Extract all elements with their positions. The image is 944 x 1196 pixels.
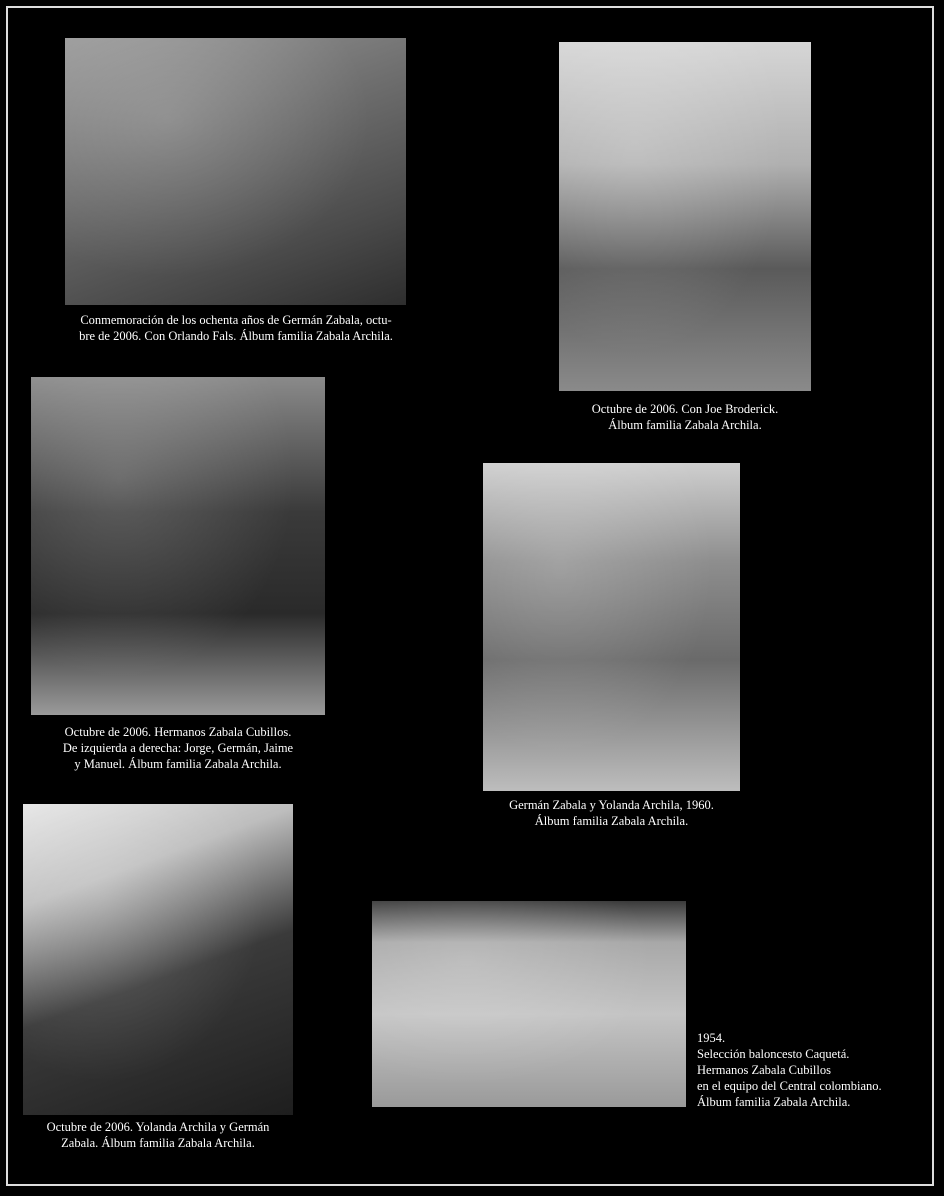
caption-line: Álbum familia Zabala Archila. xyxy=(534,814,689,828)
caption-line: Germán Zabala y Yolanda Archila, 1960. xyxy=(509,798,714,812)
photo-zabala-fals xyxy=(65,38,406,305)
caption-line: Selección baloncesto Caquetá. xyxy=(697,1047,850,1061)
photo-hermanos-zabala xyxy=(31,377,325,715)
caption-line: Octubre de 2006. Con Joe Broderick. xyxy=(591,402,779,416)
photo-zabala-broderick xyxy=(559,42,811,391)
caption-line: y Manuel. Álbum familia Zabala Archila. xyxy=(74,757,282,771)
photo-archila-zabala-2006 xyxy=(23,804,293,1115)
caption-line: De izquierda a derecha: Jorge, Germán, Jaime xyxy=(62,741,294,755)
caption-photo-2 xyxy=(559,401,811,433)
caption-line: Hermanos Zabala Cubillos xyxy=(697,1063,831,1077)
caption-line: Conmemoración de los ochenta años de Germán Zabala, octu- xyxy=(80,313,392,327)
caption-line: bre de 2006. Con Orlando Fals. Álbum familia Zabala Archila. xyxy=(79,329,393,343)
caption-line: en el equipo del Central colombiano. xyxy=(697,1079,882,1093)
photo-seleccion-baloncesto xyxy=(372,901,686,1107)
caption-line: Octubre de 2006. Yolanda Archila y Germán xyxy=(46,1120,270,1134)
caption-line: Álbum familia Zabala Archila. xyxy=(608,418,762,432)
photo-zabala-archila-1960 xyxy=(483,463,740,791)
caption-line: Octubre de 2006. Hermanos Zabala Cubillos. xyxy=(64,725,292,739)
caption-photo-5 xyxy=(23,1119,293,1151)
caption-photo-3 xyxy=(31,724,325,772)
caption-photo-1 xyxy=(66,312,406,344)
caption-line: 1954. xyxy=(697,1031,726,1045)
caption-photo-4 xyxy=(483,797,740,829)
caption-line: Álbum familia Zabala Archila. xyxy=(697,1095,851,1109)
caption-photo-6 xyxy=(697,1030,917,1110)
caption-line: Zabala. Álbum familia Zabala Archila. xyxy=(61,1136,255,1150)
